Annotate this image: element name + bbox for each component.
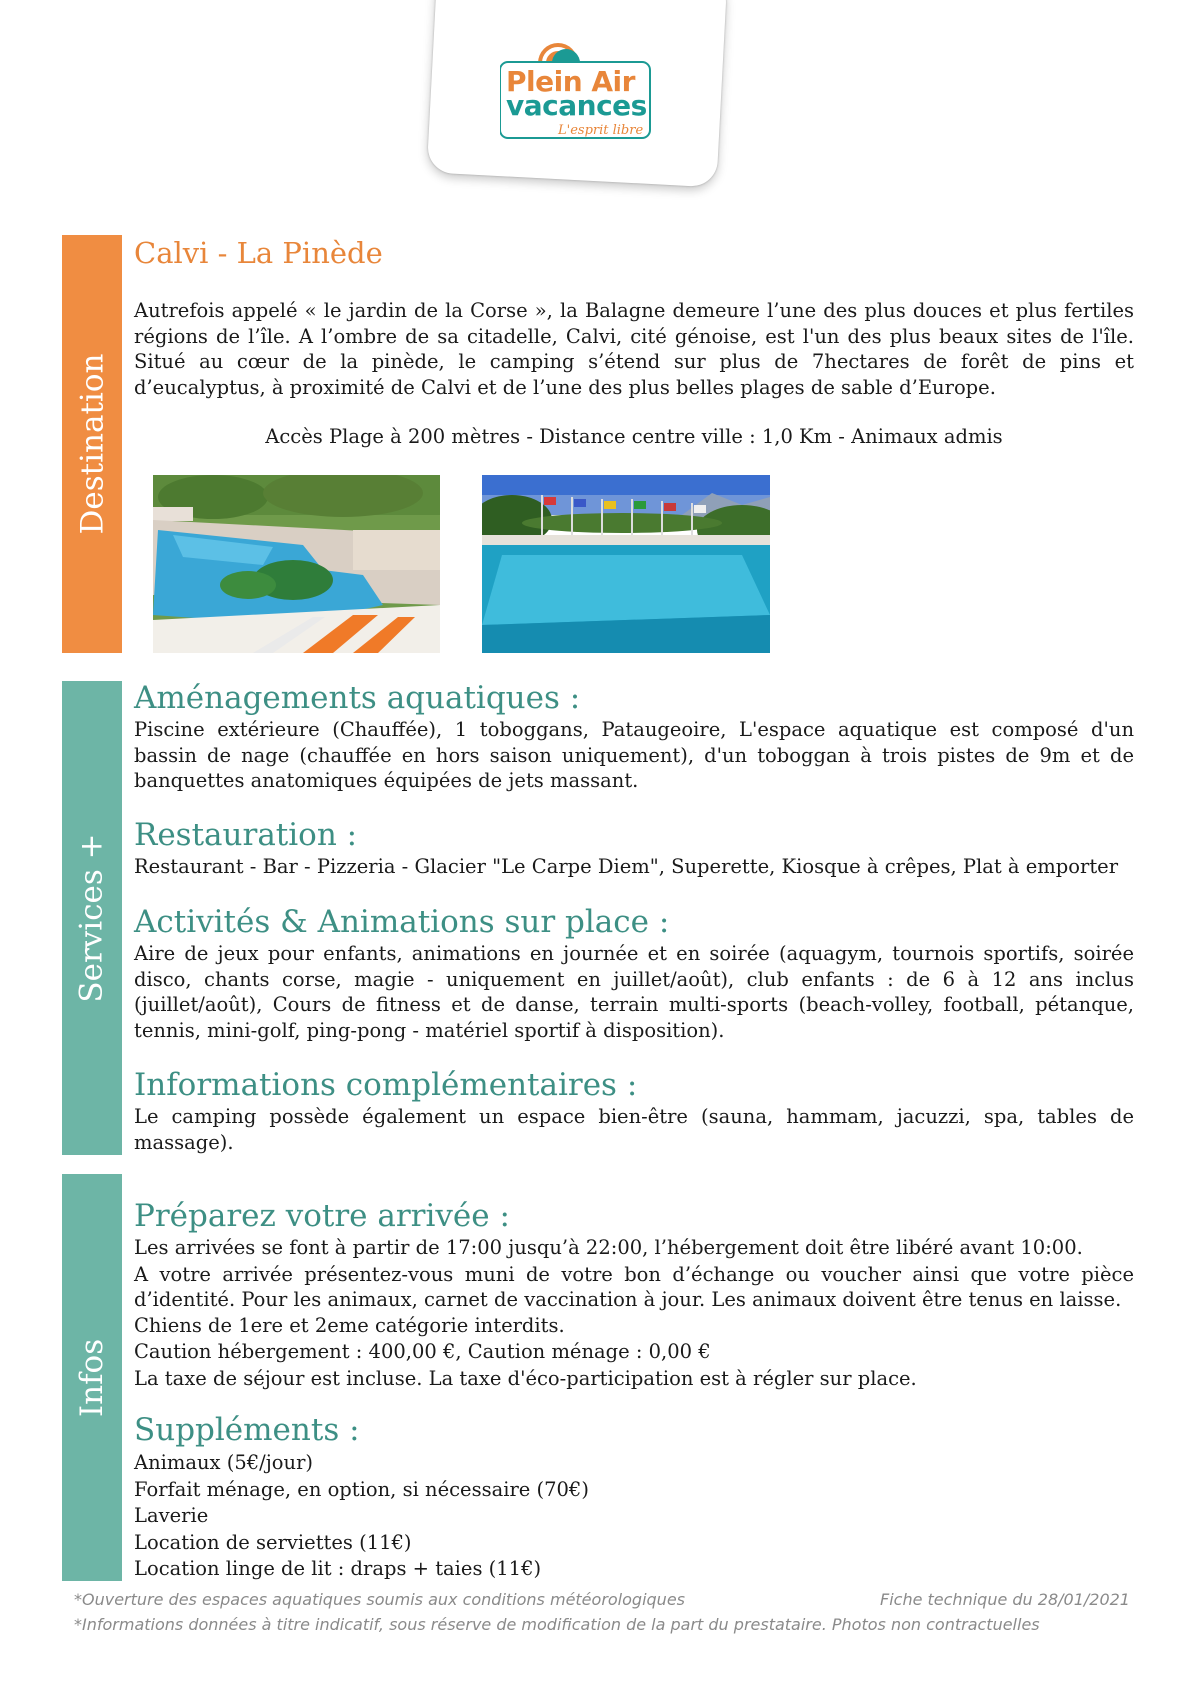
supplements-heading: Suppléments :	[134, 1412, 360, 1448]
activities-text: Aire de jeux pour enfants, animations en journée et en soirée (aquagym, tournois sportifs, soirée disco, chants corse, magie - uniquement en juillet/août), club enfants : de 6 à 12 ans inclus (juillet/août), Cours de fitness et de danse, terrain multi-sports (beach-volley, football, pétanque, tennis, mini-golf, ping-pong - matériel sportif à disposition).	[134, 942, 1134, 1042]
destination-description: Autrefois appelé « le jardin de la Corse », la Balagne demeure l’une des plus douces et plus fertiles régions de l’île. A l’ombre de sa citadelle, Calvi, cité génoise, est l'un des plus beaux sites de l'île. Situé au cœur de la pinède, le camping s’étend sur plus de 7hectares de forêt de pins et d’eucalyptus, à proximité de Calvi et de l’une des plus belles plages de sable d’Europe.	[134, 299, 1134, 399]
food-heading: Restauration :	[134, 817, 358, 853]
logo-text-line2: vacances	[506, 89, 647, 122]
sidebar-destination	[62, 235, 122, 653]
dog-restriction: Chiens de 1ere et 2eme catégorie interdits.	[134, 1313, 565, 1337]
food-text: Restaurant - Bar - Pizzeria - Glacier "Le Carpe Diem", Superette, Kiosque à crêpes, Plat à emporter	[134, 855, 1119, 878]
supplements-list	[134, 1450, 1134, 1583]
activities-heading: Activités & Animations sur place :	[134, 904, 670, 940]
aquatic-text: Piscine extérieure (Chauffée), 1 toboggans, Pataugeoire, L'espace aquatique est composé d'un bassin de nage (chauffée en hors saison uniquement), d'un toboggan à trois pistes de 9m et de banquettes anatomiques équipées de jets massant.	[134, 718, 1134, 792]
sidebar-label: Destination	[74, 353, 110, 535]
logo-tagline: L'esprit libre	[558, 123, 644, 138]
swimming-pool-photo	[482, 475, 770, 653]
tax-info: La taxe de séjour est incluse. La taxe d'éco-participation est à régler sur place.	[134, 1366, 917, 1390]
logo-text-line1: Plein Air	[506, 65, 635, 98]
list-item: Location linge de lit : draps + taies (11€)	[134, 1557, 542, 1580]
list-item: Forfait ménage, en option, si nécessaire (70€)	[134, 1477, 589, 1501]
footer-note-disclaimer: *Informations données à titre indicatif, sous réserve de modification de la part du prestataire. Photos non contractuelles	[74, 1615, 1040, 1634]
extra-info-text: Le camping possède également un espace bien-être (sauna, hammam, jacuzzi, spa, tables de massage).	[134, 1105, 1134, 1154]
list-item: Location de serviettes (11€)	[134, 1530, 412, 1554]
arrival-documents: A votre arrivée présentez-vous muni de votre bon d’échange ou voucher ainsi que votre pièce d’identité. Pour les animaux, carnet de vaccination à jour. Les animaux doivent être tenus en laisse.	[134, 1262, 1134, 1311]
page-title: Calvi - La Pinède	[134, 236, 383, 270]
brand-logo	[500, 33, 660, 143]
access-info: Accès Plage à 200 mètres - Distance centre ville : 1,0 Km - Animaux admis	[265, 425, 1003, 448]
footer-date: Fiche technique du 28/01/2021	[880, 1590, 1130, 1609]
sidebar-services	[62, 681, 122, 1155]
arrival-hours: Les arrivées se font à partir de 17:00 jusqu’à 22:00, l’hébergement doit être libéré avant 10:00.	[134, 1236, 1083, 1259]
sidebar-label: Services +	[74, 833, 110, 1003]
arrival-heading: Préparez votre arrivée :	[134, 1198, 510, 1234]
sidebar-label: Infos	[74, 1338, 111, 1417]
sidebar-infos	[62, 1174, 122, 1581]
deposit-info: Caution hébergement : 400,00 €, Caution ménage : 0,00 €	[134, 1340, 711, 1363]
aquatic-heading: Aménagements aquatiques :	[134, 680, 581, 716]
list-item: Laverie	[134, 1504, 209, 1527]
footer-note-weather: *Ouverture des espaces aquatiques soumis aux conditions météorologiques	[74, 1590, 685, 1609]
pool-slide-photo	[153, 475, 440, 653]
arrival-block	[134, 1235, 1134, 1392]
list-item: Animaux (5€/jour)	[134, 1451, 314, 1474]
extra-info-heading: Informations complémentaires :	[134, 1067, 638, 1103]
